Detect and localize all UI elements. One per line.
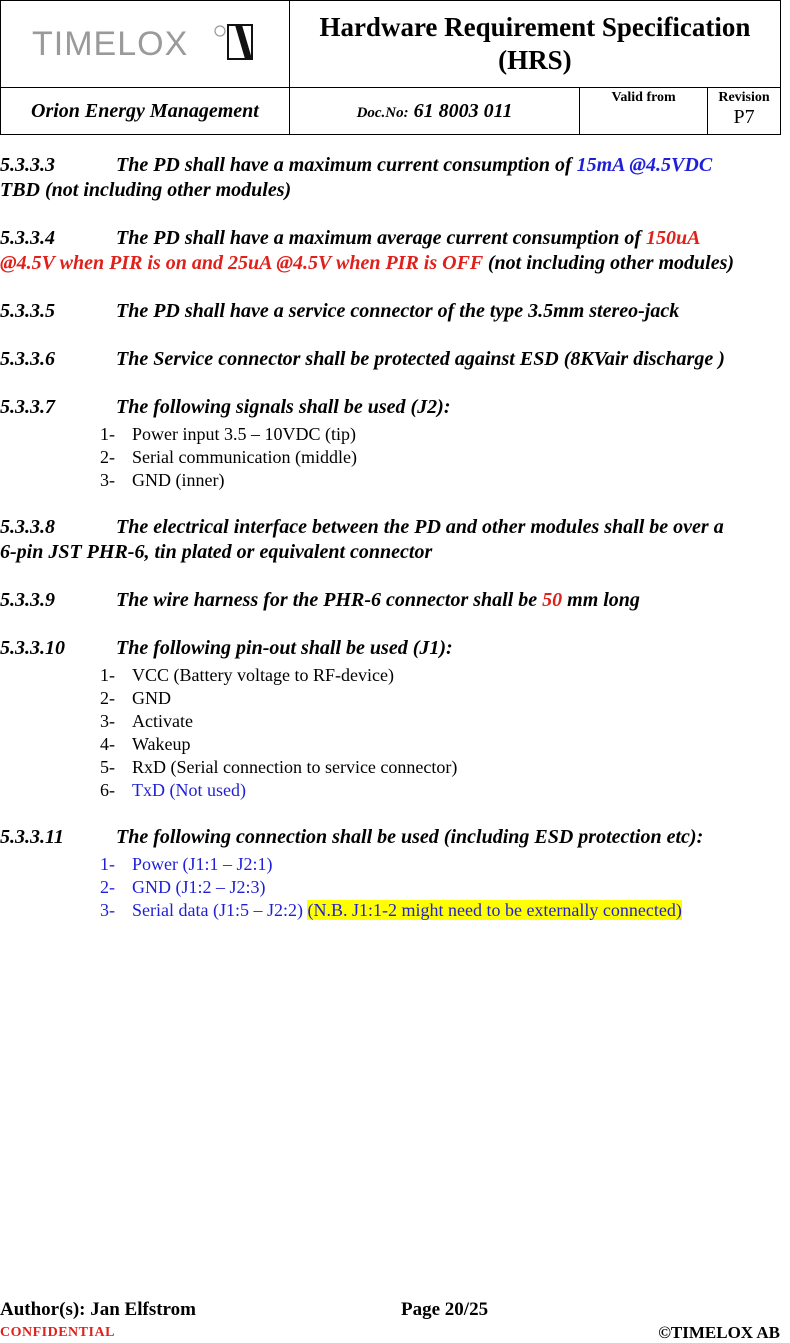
logo-text: TIMELOX <box>31 24 189 63</box>
list-item <box>0 853 790 876</box>
section-5-3-3-5 <box>0 299 790 324</box>
logo-cell <box>1 1 290 88</box>
section-5-3-3-6 <box>0 347 790 372</box>
footer-page-number: Page 20/25 <box>401 1299 489 1320</box>
item-number: 5- <box>100 757 115 777</box>
highlight-value: 15mA @4.5VDC <box>576 154 713 176</box>
item-number: 1- <box>100 665 115 685</box>
document-body <box>0 153 790 945</box>
document-title <box>289 1 780 88</box>
title-line-1: Hardware Requirement Specification <box>319 12 751 42</box>
section-5-3-3-9 <box>0 588 790 613</box>
list-item <box>0 710 790 733</box>
section-text: The PD shall have a maximum average current consumption of <box>116 227 647 249</box>
item-number: 2- <box>100 688 115 708</box>
document-number <box>289 88 579 135</box>
list-item <box>0 469 790 492</box>
item-text: Serial communication (middle) <box>132 447 357 467</box>
section-text: The PD shall have a service connector of the type 3.5mm stereo-jack <box>116 300 680 322</box>
section-number: 5.3.3.7 <box>0 396 55 418</box>
item-number: 3- <box>100 470 115 490</box>
highlight-value: 50 <box>542 589 563 611</box>
revision-label: Revision <box>718 90 770 105</box>
highlighted-note: (N.B. J1:1-2 might need to be externally connected) <box>307 900 682 920</box>
section-number: 5.3.3.8 <box>0 516 55 538</box>
item-number: 3- <box>100 711 115 731</box>
connection-list <box>0 853 790 922</box>
item-text: TxD (Not used) <box>132 780 246 800</box>
list-item <box>0 899 790 922</box>
item-text: RxD (Serial connection to service connector) <box>132 757 458 777</box>
highlight-text: @4.5V when PIR is on and 25uA @4.5V when PIR is OFF <box>0 252 483 274</box>
item-text: GND <box>132 688 171 708</box>
list-item <box>0 446 790 469</box>
docno-label: Doc.No: <box>356 104 409 121</box>
section-text-line2: TBD (not including other modules) <box>0 179 292 201</box>
list-item <box>0 687 790 710</box>
list-item <box>0 423 790 446</box>
section-text: The following connection shall be used (including ESD protection etc): <box>116 826 704 848</box>
section-5-3-3-8 <box>0 515 790 565</box>
item-number: 1- <box>100 854 115 874</box>
section-text: The wire harness for the PHR-6 connector shall be <box>116 589 543 611</box>
item-text: Power (J1:1 – J2:1) <box>132 854 273 874</box>
list-item <box>0 876 790 899</box>
list-item <box>0 664 790 687</box>
section-5-3-3-3 <box>0 153 790 203</box>
section-text: The electrical interface between the PD and other modules shall be over a <box>116 516 724 538</box>
list-item <box>0 779 790 802</box>
revision <box>708 88 781 135</box>
section-text: The Service connector shall be protected against ESD (8KVair discharge ) <box>116 348 725 370</box>
docno-value: 61 8003 011 <box>413 99 513 122</box>
item-text: GND (J1:2 – J2:3) <box>132 877 266 897</box>
item-text: Serial data (J1:5 – J2:2) <box>132 900 308 920</box>
item-text: Activate <box>132 711 193 731</box>
list-item <box>0 733 790 756</box>
document-header <box>0 0 781 135</box>
item-number: 6- <box>100 780 115 800</box>
item-number: 1- <box>100 424 115 444</box>
section-number: 5.3.3.11 <box>0 826 64 848</box>
item-number: 2- <box>100 447 115 467</box>
section-text: The PD shall have a maximum current consumption of <box>116 154 577 176</box>
footer-author: Author(s): Jan Elfstrom <box>0 1299 196 1320</box>
valid-from: Valid from <box>580 88 708 135</box>
section-text-end: mm long <box>562 589 640 611</box>
section-5-3-3-4 <box>0 226 790 276</box>
section-text-line2: (not including other modules) <box>482 252 735 274</box>
footer-copyright: ©TIMELOX AB <box>658 1323 780 1342</box>
signal-list <box>0 423 790 492</box>
title-line-2: (HRS) <box>498 45 572 75</box>
section-5-3-3-10 <box>0 636 790 661</box>
section-number: 5.3.3.4 <box>0 227 55 249</box>
item-text: VCC (Battery voltage to RF-device) <box>132 665 394 685</box>
section-number: 5.3.3.3 <box>0 154 55 176</box>
section-text: The following pin-out shall be used (J1): <box>116 637 453 659</box>
section-number: 5.3.3.10 <box>0 637 65 659</box>
revision-value: P7 <box>733 106 755 128</box>
item-text: Wakeup <box>132 734 191 754</box>
section-text: The following signals shall be used (J2): <box>116 396 451 418</box>
item-number: 3- <box>100 900 115 920</box>
highlight-value: 150uA <box>646 227 701 249</box>
list-item <box>0 756 790 779</box>
footer-confidential: CONFIDENTIAL <box>0 1325 115 1340</box>
item-number: 4- <box>100 734 115 754</box>
section-number: 5.3.3.9 <box>0 589 55 611</box>
timelox-logo <box>30 19 260 65</box>
section-text-line2: 6-pin JST PHR-6, tin plated or equivalent connector <box>0 541 433 563</box>
company-name: Orion Energy Management <box>1 88 290 135</box>
pinout-list <box>0 664 790 802</box>
section-5-3-3-11 <box>0 825 790 850</box>
section-number: 5.3.3.6 <box>0 348 55 370</box>
section-number: 5.3.3.5 <box>0 300 55 322</box>
item-text: Power input 3.5 – 10VDC (tip) <box>132 424 356 444</box>
item-number: 2- <box>100 877 115 897</box>
item-text: GND (inner) <box>132 470 225 490</box>
section-5-3-3-7 <box>0 395 790 420</box>
